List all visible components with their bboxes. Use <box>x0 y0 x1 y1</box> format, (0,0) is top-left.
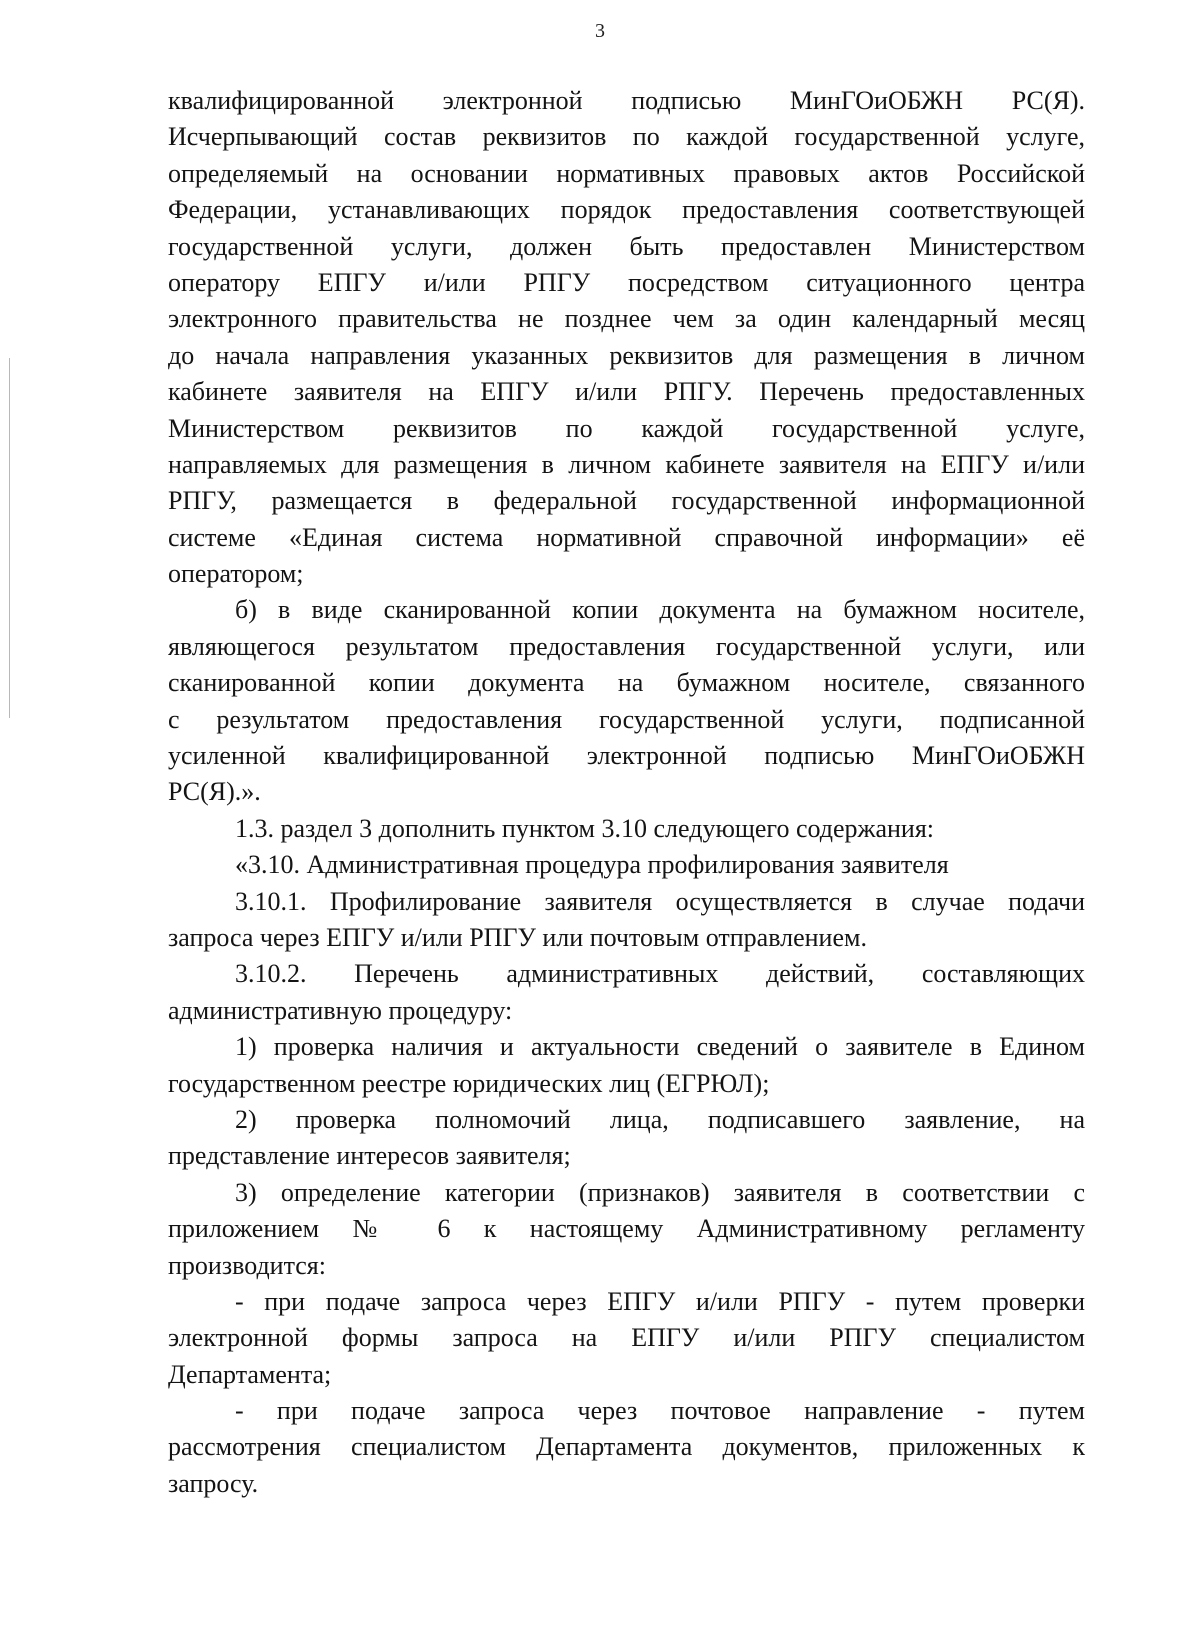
text-line: оператором; <box>168 559 304 589</box>
text-line: электронного правительства не позднее чем за один календарный месяц <box>168 304 1085 334</box>
text-line: электронной формы запроса на ЕПГУ и/или РПГУ специалистом <box>168 1323 1085 1353</box>
text-line: 2) проверка полномочий лица, подписавшего заявление, на <box>235 1104 1085 1134</box>
text-line: запросу. <box>168 1468 259 1498</box>
text-line: оператору ЕПГУ и/или РПГУ посредством ситуационного центра <box>168 267 1085 297</box>
text-line: 3) определение категории (признаков) заявителя в соответствии с <box>235 1177 1085 1207</box>
text-line: РПГУ, размещается в федеральной государственной информационной <box>168 486 1085 516</box>
text-line: квалифицированной электронной подписью МинГОиОБЖН РС(Я). <box>168 86 1085 115</box>
text-line: с результатом предоставления государственной услуги, подписанной <box>168 704 1085 734</box>
text-line: Федерации, устанавливающих порядок предоставления соответствующей <box>168 195 1085 225</box>
text-line: 3.10.1. Профилирование заявителя осуществляется в случае подачи <box>235 886 1085 916</box>
text-line: до начала направления указанных реквизитов для размещения в личном <box>168 340 1085 370</box>
document-text <box>168 83 1085 1502</box>
text-line: «3.10. Административная процедура профилирования заявителя <box>235 850 949 880</box>
text-line: представление интересов заявителя; <box>168 1141 571 1171</box>
text-line: - при подаче запроса через ЕПГУ и/или РПГУ - путем проверки <box>235 1286 1085 1316</box>
text-line: производится: <box>168 1250 326 1280</box>
text-line: 1.3. раздел 3 дополнить пунктом 3.10 следующего содержания: <box>235 813 935 843</box>
text-line: усиленной квалифицированной электронной подписью МинГОиОБЖН <box>168 741 1085 771</box>
text-line: определяемый на основании нормативных правовых актов Российской <box>168 158 1085 188</box>
page-number: 3 <box>595 20 605 42</box>
text-line: сканированной копии документа на бумажном носителе, связанного <box>168 668 1085 698</box>
text-line: Исчерпывающий состав реквизитов по каждой государственной услуге, <box>168 122 1085 152</box>
text-line: государственном реестре юридических лиц (ЕГРЮЛ); <box>168 1068 770 1098</box>
text-line: системе «Единая система нормативной справочной информации» её <box>168 522 1085 552</box>
text-line: б) в виде сканированной копии документа на бумажном носителе, <box>235 595 1085 625</box>
text-line: 3.10.2. Перечень административных действий, составляющих <box>235 959 1085 989</box>
text-line: Министерством реквизитов по каждой государственной услуге, <box>168 413 1085 443</box>
text-line: государственной услуги, должен быть предоставлен Министерством <box>168 231 1085 261</box>
text-line: 1) проверка наличия и актуальности сведений о заявителе в Едином <box>235 1032 1085 1062</box>
scan-binding-line <box>9 358 10 718</box>
text-line: кабинете заявителя на ЕПГУ и/или РПГУ. Перечень предоставленных <box>168 377 1085 407</box>
text-line: - при подаче запроса через почтовое направление - путем <box>235 1396 1085 1426</box>
text-line: Департамента; <box>168 1359 332 1389</box>
text-line: запроса через ЕПГУ и/или РПГУ или почтовым отправлением. <box>168 922 867 952</box>
text-line: направляемых для размещения в личном кабинете заявителя на ЕПГУ и/или <box>168 449 1085 479</box>
text-line: РС(Я).». <box>168 777 261 807</box>
text-line: являющегося результатом предоставления государственной услуги, или <box>168 631 1085 661</box>
text-line: рассмотрения специалистом Департамента документов, приложенных к <box>168 1432 1085 1462</box>
text-line: приложением № 6 к настоящему Административному регламенту <box>168 1214 1085 1244</box>
text-line: административную процедуру: <box>168 995 513 1025</box>
